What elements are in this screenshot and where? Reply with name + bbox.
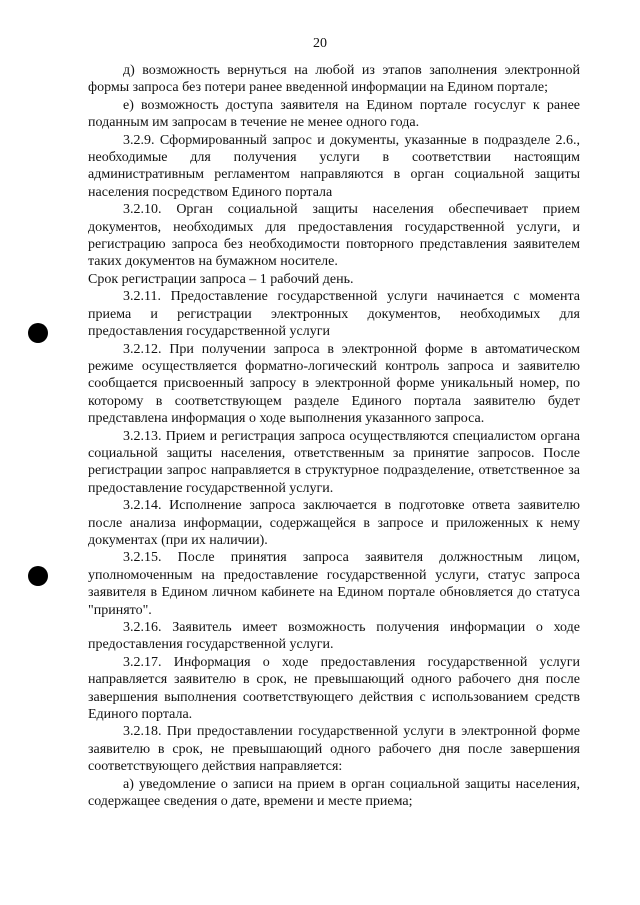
paragraph: е) возможность доступа заявителя на Едином портале госуслуг к ранее поданным им запросам в течение не менее одного года. — [88, 97, 580, 131]
paragraph: Срок регистрации запроса – 1 рабочий день. — [88, 271, 354, 287]
paragraph: а) уведомление о записи на прием в орган социальной защиты населения, содержащее сведения о дате, времени и месте приема; — [88, 776, 580, 810]
paragraph: 3.2.13. Прием и регистрация запроса осуществляются специалистом органа социальной защиты населения, ответственным за принятие запросов. После регистрации запрос направляется в структурное подразделение, ответственное за предоставление государственной услуги. — [88, 428, 580, 496]
punch-hole-mark — [28, 323, 48, 343]
paragraph: 3.2.12. При получении запроса в электронной форме в автоматическом режиме осуществляется форматно-логический контроль запроса и заявителю сообщается присвоенный запросу в электронной форме уникальный номер, по которому в соответствующем разделе Единого портала заявителю будет представлена информация о ходе выполнения указанного запроса. — [88, 341, 580, 427]
document-body — [88, 62, 580, 810]
paragraph: 3.2.9. Сформированный запрос и документы, указанные в подразделе 2.6., необходимые для получения услуги в соответствии настоящим административным регламентом направляются в орган социальной защиты населения посредством Единого портала — [88, 132, 580, 200]
paragraph: 3.2.18. При предоставлении государственной услуги в электронной форме заявителю в срок, не превышающий одного рабочего дня после завершения соответствующего действия направляется: — [88, 724, 580, 775]
paragraph: 3.2.16. Заявитель имеет возможность получения информации о ходе предоставления государственной услуги. — [88, 620, 580, 653]
punch-hole-mark — [28, 566, 48, 586]
paragraph: 3.2.17. Информация о ходе предоставления государственной услуги направляется заявителю в срок, не превышающий одного рабочего дня после завершения выполнения соответствующего действия с использованием средств Единого портала. — [88, 654, 580, 723]
paragraph: 3.2.14. Исполнение запроса заключается в подготовке ответа заявителю после анализа информации, содержащейся в запросе и приложенных к нему документах (при их наличии). — [88, 498, 580, 548]
page-number: 20 — [313, 36, 327, 51]
paragraph: 3.2.10. Орган социальной защиты населения обеспечивает прием документов, необходимых для предоставления государственной услуги, и регистрацию запроса без необходимости повторного представления заявителем таких документов на бумажном носителе. — [88, 202, 580, 270]
paragraph: 3.2.15. После принятия запроса заявителя должностным лицом, уполномоченным на предоставление государственной услуги, статус запроса заявителя в Едином личном кабинете на Едином портале обновляется до статуса "принято". — [88, 550, 580, 618]
paragraph: 3.2.11. Предоставление государственной услуги начинается с момента приема и регистрации электронных документов, необходимых для предоставления государственной услуги — [88, 289, 580, 340]
paragraph: д) возможность вернуться на любой из этапов заполнения электронной формы запроса без потери ранее введенной информации на Едином портале; — [88, 63, 580, 96]
